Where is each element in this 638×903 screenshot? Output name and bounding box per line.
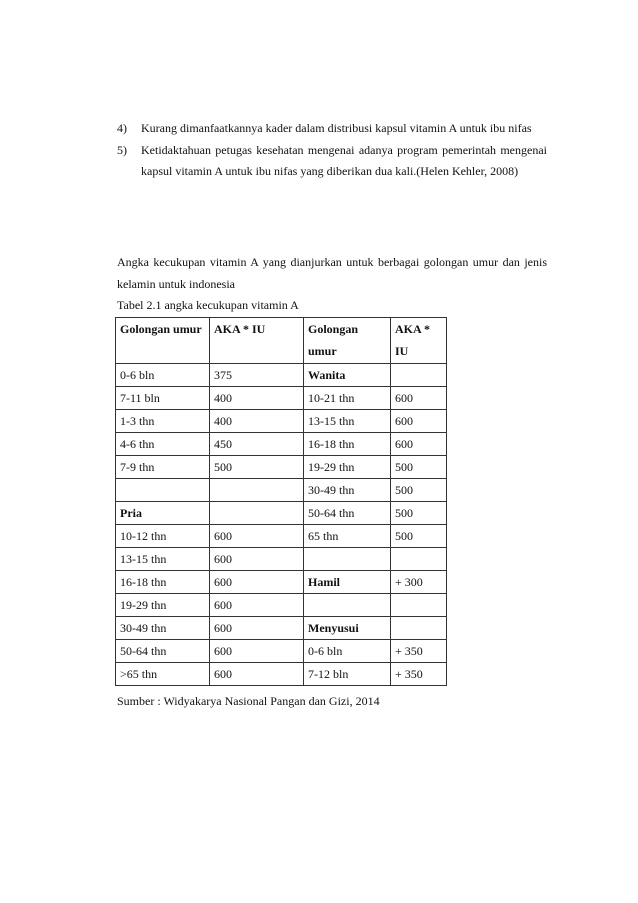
table-cell: + 350 bbox=[391, 640, 447, 663]
table-cell: 500 bbox=[391, 479, 447, 502]
list-item-number: 4) bbox=[117, 121, 127, 135]
table-row bbox=[116, 663, 447, 686]
table-cell bbox=[391, 364, 447, 387]
table-row bbox=[116, 364, 447, 387]
table-row bbox=[116, 571, 447, 594]
table-cell: Pria bbox=[116, 502, 210, 525]
table-row bbox=[116, 433, 447, 456]
table-row bbox=[116, 548, 447, 571]
table-row bbox=[116, 594, 447, 617]
list-item-text: Ketidaktahuan petugas kesehatan mengenai adanya program pemerintah mengenai kapsul vitamin A untuk ibu nifas yang diberikan dua kali.(Helen Kehler, 2008) bbox=[141, 142, 547, 178]
table-cell bbox=[304, 594, 391, 617]
table-row bbox=[116, 502, 447, 525]
list-item-number: 5) bbox=[117, 142, 127, 157]
table-cell: 7-12 bln bbox=[304, 663, 391, 686]
list-item bbox=[117, 140, 547, 183]
table-cell: 0-6 bln bbox=[304, 640, 391, 663]
table-row bbox=[116, 640, 447, 663]
table-cell bbox=[210, 502, 304, 525]
table-cell: 600 bbox=[210, 594, 304, 617]
table-cell: 10-21 thn bbox=[304, 387, 391, 410]
table-header-row bbox=[116, 318, 447, 364]
header-cell: Golongan umur bbox=[304, 318, 391, 364]
table-cell: 1-3 thn bbox=[116, 410, 210, 433]
table-cell: 600 bbox=[210, 640, 304, 663]
table-cell: 600 bbox=[210, 525, 304, 548]
table-cell bbox=[391, 617, 447, 640]
list-item bbox=[117, 118, 547, 140]
table-cell: + 350 bbox=[391, 663, 447, 686]
table-cell: 19-29 thn bbox=[116, 594, 210, 617]
table-cell: 13-15 thn bbox=[116, 548, 210, 571]
header-cell: AKA * IU bbox=[391, 318, 447, 364]
table-cell: 19-29 thn bbox=[304, 456, 391, 479]
table-cell: 600 bbox=[210, 548, 304, 571]
table-cell: >65 thn bbox=[116, 663, 210, 686]
table-cell: 50-64 thn bbox=[116, 640, 210, 663]
table-row bbox=[116, 617, 447, 640]
table-cell: + 300 bbox=[391, 571, 447, 594]
table-cell: 10-12 thn bbox=[116, 525, 210, 548]
table-row bbox=[116, 387, 447, 410]
table-cell: 500 bbox=[210, 456, 304, 479]
table-cell: 450 bbox=[210, 433, 304, 456]
table-cell: 500 bbox=[391, 502, 447, 525]
table-cell: 600 bbox=[391, 433, 447, 456]
table-cell: 16-18 thn bbox=[304, 433, 391, 456]
header-cell: Golongan umur bbox=[116, 318, 210, 364]
table-cell: 400 bbox=[210, 387, 304, 410]
table-cell: 4-6 thn bbox=[116, 433, 210, 456]
table-cell: 7-9 thn bbox=[116, 456, 210, 479]
table-row bbox=[116, 410, 447, 433]
table-cell: 7-11 bln bbox=[116, 387, 210, 410]
table-cell: 400 bbox=[210, 410, 304, 433]
table-cell: 65 thn bbox=[304, 525, 391, 548]
table-cell bbox=[116, 479, 210, 502]
table-cell: 0-6 bln bbox=[116, 364, 210, 387]
table-cell: 16-18 thn bbox=[116, 571, 210, 594]
table-cell: 13-15 thn bbox=[304, 410, 391, 433]
table-cell: 50-64 thn bbox=[304, 502, 391, 525]
table-cell: 375 bbox=[210, 364, 304, 387]
table-cell: 500 bbox=[391, 525, 447, 548]
table-cell: 600 bbox=[210, 571, 304, 594]
table-cell: 30-49 thn bbox=[304, 479, 391, 502]
table-cell bbox=[391, 548, 447, 571]
source-note: Sumber : Widyakarya Nasional Pangan dan Gizi, 2014 bbox=[117, 694, 380, 708]
table-cell: 600 bbox=[210, 617, 304, 640]
table-cell: 600 bbox=[391, 410, 447, 433]
table-row bbox=[116, 456, 447, 479]
table-cell: 500 bbox=[391, 456, 447, 479]
table-cell: 30-49 thn bbox=[116, 617, 210, 640]
intro-paragraph: Angka kecukupan vitamin A yang dianjurkan untuk berbagai golongan umur dan jenis kelamin untuk indonesia bbox=[117, 255, 547, 291]
table-cell: Wanita bbox=[304, 364, 391, 387]
header-cell: AKA * IU bbox=[210, 318, 304, 364]
table-cell: Hamil bbox=[304, 571, 391, 594]
table-cell: 600 bbox=[391, 387, 447, 410]
table-cell bbox=[304, 548, 391, 571]
table-cell bbox=[210, 479, 304, 502]
table-cell: Menyusui bbox=[304, 617, 391, 640]
table-row bbox=[116, 525, 447, 548]
numbered-list bbox=[117, 118, 547, 183]
vitamin-a-table bbox=[115, 317, 447, 686]
table-cell bbox=[391, 594, 447, 617]
list-item-text: Kurang dimanfaatkannya kader dalam distribusi kapsul vitamin A untuk ibu nifas bbox=[141, 121, 532, 135]
table-caption: Tabel 2.1 angka kecukupan vitamin A bbox=[117, 298, 299, 312]
table-cell: 600 bbox=[210, 663, 304, 686]
table-row bbox=[116, 479, 447, 502]
